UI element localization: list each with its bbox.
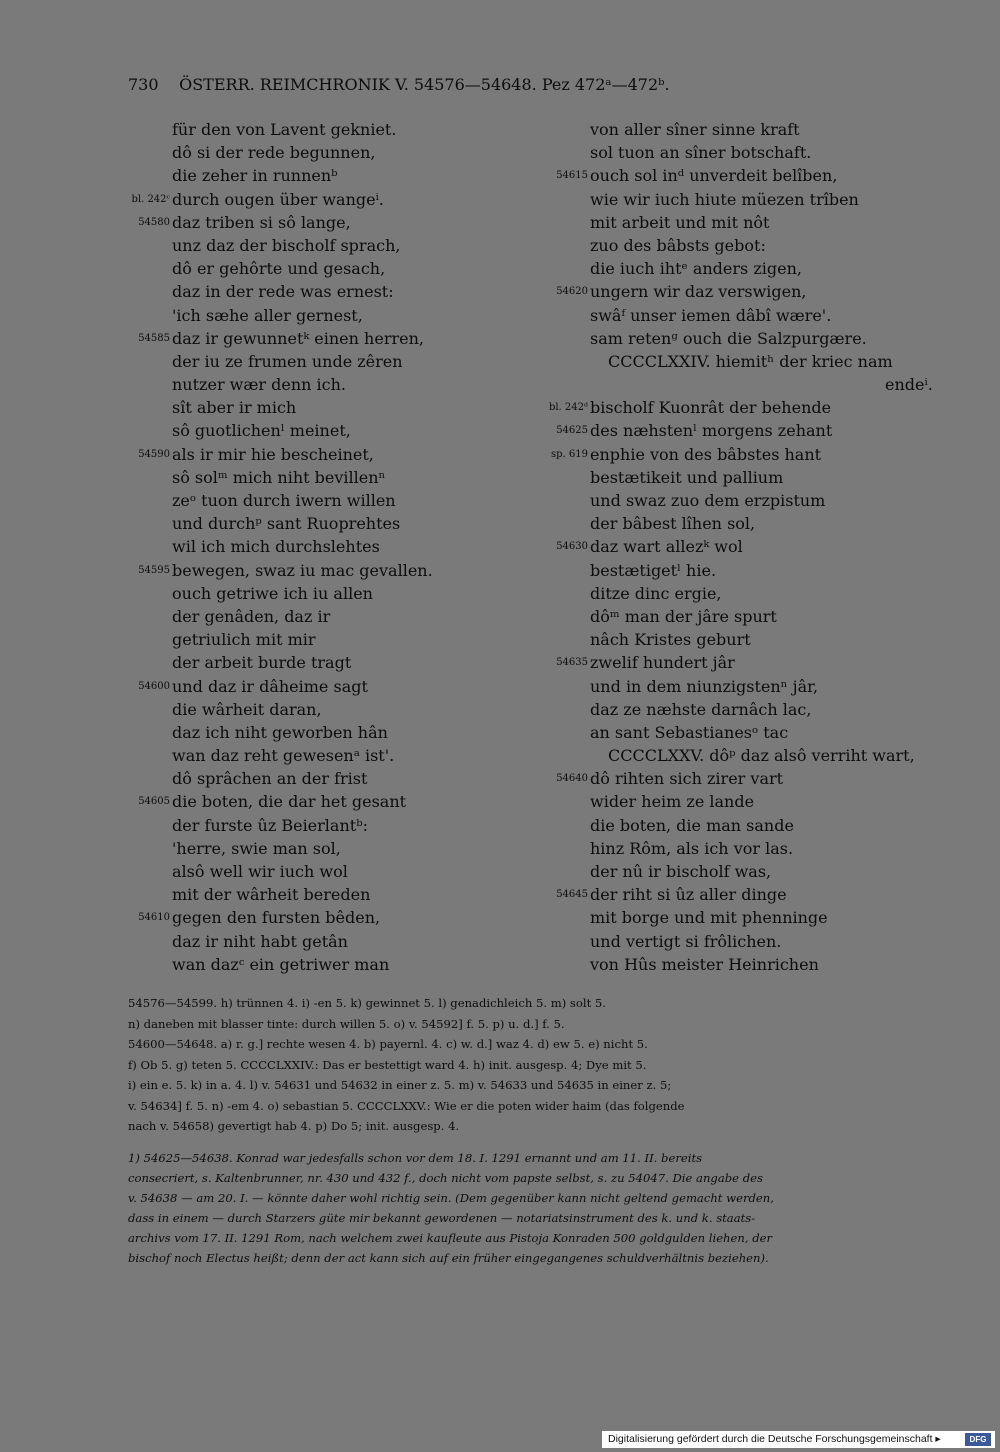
verse-text: bestætigetˡ hie. (590, 560, 717, 580)
verse-text: nutzer wær denn ich. (172, 375, 347, 395)
line-number: sp. 619 (551, 448, 588, 460)
verse-line (540, 675, 960, 698)
verse-line (540, 350, 960, 373)
verse-line (120, 350, 450, 373)
verse-line (540, 443, 960, 466)
verse-line (120, 698, 450, 721)
verse-text: und durchᵖ sant Ruoprehtes (172, 514, 401, 534)
verse-text: der bâbest lîhen sol, (590, 514, 756, 534)
apparatus-line: 54600—54648. a) r. g.] rechte wesen 4. b) payernl. 4. c) w. d.] waz 4. d) ew 5. e) nicht 5. (128, 1037, 648, 1051)
footnote-line: v. 54638 — am 20. I. — könnte daher wohl richtig sein. (Dem gegenüber kann nicht geltend gemacht werden, (128, 1191, 774, 1205)
page-header (128, 75, 828, 94)
verse-line (120, 489, 450, 512)
verse-line (120, 234, 450, 257)
verse-text: unz daz der bischolf sprach, (172, 235, 401, 255)
verse-line (540, 164, 960, 187)
verse-text: ditze dinc ergie, (590, 583, 722, 603)
line-number: 54620 (556, 286, 588, 298)
verse-line (540, 790, 960, 813)
verse-line (120, 767, 450, 790)
verse-text: ouch sol inᵈ unverdeit belîben, (590, 166, 838, 186)
verse-text: bestætikeit und pallium (590, 467, 784, 487)
verse-line (540, 883, 960, 906)
verse-text: dô er gehôrte und gesach, (172, 259, 386, 279)
footnote (128, 1148, 940, 1268)
verse-text: des næhstenˡ morgens zehant (590, 421, 833, 441)
verse-line (120, 257, 450, 280)
verse-line (540, 814, 960, 837)
footnote-line: 1) 54625—54638. Konrad war jedesfalls schon vor dem 18. I. 1291 ernannt und am 11. II. bereits (128, 1151, 703, 1165)
line-number: 54595 (138, 564, 170, 576)
footnote-line: dass in einem — durch Starzers güte mir bekannt gewordenen — notariatsinstrument des k. und k. staats- (128, 1211, 756, 1225)
verse-line (540, 767, 960, 790)
verse-text: ouch getriwe ich iu allen (172, 583, 373, 603)
verse-text: wil ich mich durchslehtes (172, 537, 380, 557)
verse-line (540, 605, 960, 628)
verse-text: CCCCLXXV. dôᵖ daz alsô verriht wart, (608, 746, 915, 766)
verse-line (540, 930, 960, 953)
verse-line (120, 790, 450, 813)
footnote-line: archivs vom 17. II. 1291 Rom, nach welchem zwei kaufleute aus Pistoja Konraden 500 goldgulden liehen, der (128, 1231, 773, 1245)
line-number: 54600 (138, 680, 170, 692)
verse-text: dô sprâchen an der frist (172, 769, 368, 789)
right-verse-column (540, 118, 960, 976)
verse-line (120, 141, 450, 164)
verse-line (540, 419, 960, 442)
verse-line (540, 489, 960, 512)
verse-line (540, 280, 960, 303)
verse-line (120, 419, 450, 442)
verse-text: swâᶠ unser iemen dâbî wære'. (590, 305, 832, 325)
verse-text: der arbeit burde tragt (172, 653, 352, 673)
verse-text: daz ir gewunnetᵏ einen herren, (172, 328, 424, 348)
verse-text: die wârheit daran, (172, 699, 322, 719)
verse-text: mit borge und mit phenninge (590, 908, 828, 928)
footnote-line: consecriert, s. Kaltenbrunner, nr. 430 und 432 f., doch nicht vom papste selbst, s. zu 54047. Die angabe des (128, 1171, 763, 1185)
verse-text: endeⁱ. (885, 375, 933, 395)
apparatus-line: v. 54634] f. 5. n) -em 4. o) sebastian 5. CCCCLXXV.: Wie er die poten wider haim (das folgende (128, 1098, 685, 1113)
verse-text: daz wart allezᵏ wol (590, 537, 743, 557)
verse-line (120, 211, 450, 234)
verse-line (120, 443, 450, 466)
verse-line (540, 257, 960, 280)
verse-text: der nû ir bischolf was, (590, 862, 772, 881)
verse-text: nâch Kristes geburt (590, 630, 751, 650)
line-number: 54625 (556, 425, 588, 437)
verse-text: und daz ir dâheime sagt (172, 676, 368, 696)
verse-text: daz ir niht habt getân (172, 931, 348, 951)
verse-text: daz triben si sô lange, (172, 212, 351, 232)
verse-text: die boten, die man sande (590, 815, 794, 835)
verse-line (120, 651, 450, 674)
verse-line (540, 234, 960, 257)
verse-text: wan dazᶜ ein getriwer man (172, 954, 390, 974)
verse-text: hinz Rôm, als ich vor las. (590, 838, 794, 858)
verse-line (120, 953, 450, 976)
verse-line (120, 188, 450, 211)
verse-text: mit arbeit und mit nôt (590, 212, 770, 232)
verse-text: dôᵐ man der jâre spurt (590, 606, 777, 626)
verse-text: sît aber ir mich (172, 398, 297, 418)
verse-text: von Hûs meister Heinrichen (590, 954, 819, 974)
line-number: 54605 (138, 796, 170, 808)
verse-line (120, 605, 450, 628)
line-number: 54615 (556, 170, 588, 182)
line-number: 54630 (556, 541, 588, 553)
verse-text: wie wir iuch hiute müezen trîben (590, 189, 859, 209)
verse-text: an sant Sebastianesᵒ tac (590, 722, 789, 742)
verse-line (540, 559, 960, 582)
verse-line (540, 837, 960, 860)
verse-text: sô guotlichenˡ meinet, (172, 421, 351, 441)
line-number: 54585 (138, 332, 170, 344)
verse-line (120, 396, 450, 419)
verse-line (120, 628, 450, 651)
verse-line (540, 582, 960, 605)
verse-line (120, 814, 450, 837)
verse-line (120, 535, 450, 558)
verse-line (120, 721, 450, 744)
verse-text: der riht si ûz aller dinge (590, 885, 787, 905)
dfg-funding-banner (602, 1431, 995, 1448)
verse-line (120, 559, 450, 582)
verse-text: ungern wir daz verswigen, (590, 282, 807, 302)
verse-line (540, 535, 960, 558)
verse-line (540, 188, 960, 211)
line-number: 54580 (138, 216, 170, 228)
verse-text: zeᵒ tuon durch iwern willen (172, 491, 396, 510)
apparatus-line: nach v. 54658) gevertigt hab 4. p) Do 5; init. ausgesp. 4. (128, 1119, 460, 1133)
verse-text: die zeher in runnenᵇ (172, 166, 338, 186)
verse-text: bischolf Kuonrât der behende (590, 398, 832, 418)
page-number: 730 (128, 75, 159, 94)
verse-text: die boten, die dar het gesant (172, 792, 407, 812)
verse-text: sam retenᵍ ouch die Salzpurgære. (590, 328, 867, 348)
line-number: bl. 242ᵈ (548, 402, 588, 414)
verse-text: daz ze næhste darnâch lac, (590, 699, 812, 719)
verse-line (120, 906, 450, 929)
verse-text: CCCCLXXIV. hiemitʰ der kriec nam (608, 351, 893, 371)
line-number: bl. 242ᶜ (131, 193, 170, 205)
verse-text: wan daz reht gewesenᵃ ist'. (172, 746, 395, 766)
verse-text: und in dem niunzigstenⁿ jâr, (590, 676, 819, 696)
apparatus-line: 54576—54599. h) trünnen 4. i) -en 5. k) gewinnet 5. l) genadichleich 5. m) solt 5. (128, 996, 606, 1010)
verse-text: dô si der rede begunnen, (172, 143, 376, 163)
verse-text: durch ougen über wangeⁱ. (172, 189, 384, 209)
verse-line (120, 466, 450, 489)
verse-line (540, 721, 960, 744)
verse-text: gegen den fursten bêden, (172, 908, 381, 928)
verse-text: als ir mir hie bescheinet, (172, 444, 374, 464)
line-number: 54590 (138, 448, 170, 460)
verse-text: daz in der rede was ernest: (172, 282, 394, 302)
verse-line (540, 698, 960, 721)
verse-line (540, 906, 960, 929)
footnote-line: bischof noch Electus heißt; denn der act kann sich auf ein früher eingegangenes schuldverhältnis beziehen). (128, 1251, 769, 1265)
line-number: 54610 (138, 912, 170, 924)
verse-line (120, 118, 450, 141)
verse-line (120, 675, 450, 698)
critical-apparatus (128, 993, 940, 1137)
verse-line (540, 744, 960, 767)
verse-line (540, 373, 960, 396)
verse-text: und vertigt si frôlichen. (590, 931, 782, 951)
verse-line (120, 837, 450, 860)
verse-text: sol tuon an sîner botschaft. (590, 143, 812, 163)
line-number: 54635 (556, 657, 588, 669)
verse-text: getriulich mit mir (172, 630, 316, 650)
verse-text: daz ich niht geworben hân (172, 722, 388, 742)
apparatus-line: n) daneben mit blasser tinte: durch willen 5. o) v. 54592] f. 5. p) u. d.] f. 5. (128, 1016, 565, 1031)
verse-line (540, 118, 960, 141)
verse-text: 'herre, swie man sol, (172, 838, 341, 858)
verse-text: mit der wârheit bereden (172, 885, 371, 905)
verse-line (120, 930, 450, 953)
dfg-logo: DFG (965, 1433, 991, 1446)
verse-text: enphie von des bâbstes hant (590, 444, 822, 464)
verse-line (120, 327, 450, 350)
verse-line (540, 953, 960, 976)
verse-line (120, 883, 450, 906)
verse-line (540, 141, 960, 164)
apparatus-line: i) ein e. 5. k) in a. 4. l) v. 54631 und 54632 in einer z. 5. m) v. 54633 und 54635 in einer z. 5; (128, 1078, 672, 1092)
line-number: 54640 (556, 773, 588, 785)
verse-line (120, 860, 450, 883)
verse-text: der genâden, daz ir (172, 606, 331, 626)
line-number: 54645 (556, 889, 588, 901)
apparatus-line: f) Ob 5. g) teten 5. CCCCLXXIV.: Das er bestettigt ward 4. h) init. ausgesp. 4; Dye mit 5. (128, 1057, 647, 1072)
verse-line (120, 164, 450, 187)
verse-text: die iuch ihtᵉ anders zigen, (590, 259, 802, 279)
verse-text: der furste ûz Beierlantᵇ: (172, 815, 368, 835)
verse-line (120, 744, 450, 767)
verse-line (540, 651, 960, 674)
verse-text: zuo des bâbsts gebot: (590, 235, 766, 255)
verse-line (540, 396, 960, 419)
verse-text: dô rihten sich zirer vart (590, 769, 784, 789)
verse-text: zwelif hundert jâr (590, 653, 735, 673)
verse-text: sô solᵐ mich niht bevillenⁿ (172, 467, 386, 487)
verse-text: und swaz zuo dem erzpistum (590, 491, 826, 510)
verse-text: 'ich sæhe aller gernest, (172, 305, 363, 325)
verse-line (120, 512, 450, 535)
verse-line (540, 211, 960, 234)
verse-text: wider heim ze lande (590, 792, 755, 812)
verse-text: der iu ze frumen unde zêren (172, 351, 403, 371)
verse-line (120, 304, 450, 327)
verse-text: für den von Lavent gekniet. (172, 120, 397, 139)
left-verse-column (120, 118, 450, 976)
verse-text: von aller sîner sinne kraft (590, 120, 800, 139)
dfg-funding-text: Digitalisierung gefördert durch die Deutsche Forschungsgemeinschaft ▸ (608, 1433, 941, 1445)
verse-line (120, 582, 450, 605)
running-title: ÖSTERR. REIMCHRONIK V. 54576—54648. Pez 472ᵃ—472ᵇ. (179, 75, 670, 94)
verse-line (540, 304, 960, 327)
verse-line (120, 373, 450, 396)
verse-line (540, 628, 960, 651)
verse-line (540, 327, 960, 350)
verse-line (120, 280, 450, 303)
verse-line (540, 860, 960, 883)
verse-line (540, 512, 960, 535)
verse-text: bewegen, swaz iu mac gevallen. (172, 560, 433, 580)
verse-text: alsô well wir iuch wol (172, 862, 348, 881)
verse-line (540, 466, 960, 489)
